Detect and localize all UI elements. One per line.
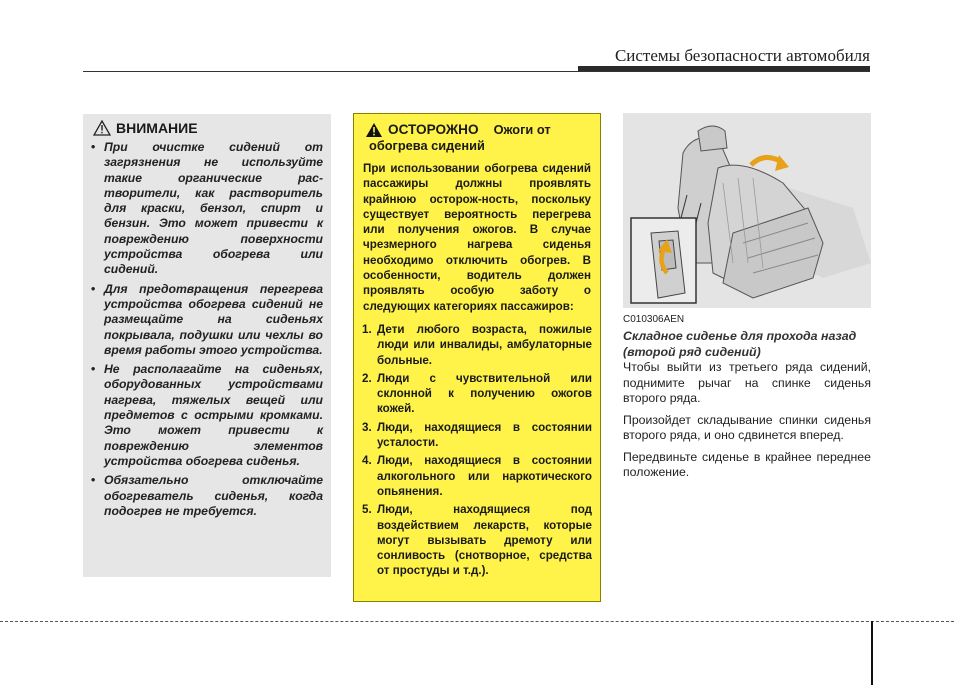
page-header-title: Системы безопасности автомобиля bbox=[614, 46, 870, 65]
warning-box bbox=[353, 113, 601, 602]
warning-item-number: 4. bbox=[362, 454, 372, 468]
warning-item-text: Люди с чувствительной или склонной к получению ожогов кожей. bbox=[377, 371, 592, 416]
warning-item bbox=[362, 322, 592, 368]
warning-title: ОСТОРОЖНО bbox=[388, 122, 479, 137]
warning-list bbox=[362, 322, 592, 579]
warning-item-text: Люди, находящиеся в состоянии алкогольного или наркотического опьянения. bbox=[377, 454, 592, 498]
caution-heading bbox=[93, 120, 323, 136]
caution-item: • Не располагайте на сиденьях, оборудованных устройствами нагрева, тяжелых вещей или предметов с острыми кромками. Это может привести к повреждению элементов устройства обогрева сиденья. bbox=[91, 362, 323, 469]
warning-item bbox=[362, 420, 592, 451]
warning-item bbox=[362, 371, 592, 417]
page-edge-marker bbox=[871, 621, 873, 685]
caution-box bbox=[83, 114, 331, 577]
warning-item-text: Люди, находящиеся под воздействием лекарств, которые могут вызывать дремоту или сонливость (снотворное, средства от простуды и т.д.). bbox=[377, 503, 592, 578]
seat-illustration bbox=[623, 113, 871, 308]
warning-item-number: 3. bbox=[362, 420, 372, 434]
warning-item-text: Дети любого возраста, пожилые люди или инвалиды, амбулаторные больные. bbox=[377, 322, 592, 367]
caution-list bbox=[91, 140, 323, 519]
warning-item-number: 2. bbox=[362, 371, 372, 385]
warning-item-number: 5. bbox=[362, 503, 372, 517]
warning-item-number: 1. bbox=[362, 322, 372, 336]
caution-item: • Для предотвращения перегрева устройства обогрева сидений не размещайте на сиденьях покрывала, подушки или чехлы во время работы этого устройства. bbox=[91, 282, 323, 358]
warning-subtitle: Ожоги от bbox=[493, 122, 551, 137]
instruction-paragraph: Передвиньте сиденье в крайнее переднее положение. bbox=[623, 449, 871, 479]
warning-heading bbox=[365, 122, 592, 138]
caution-title: ВНИМАНИЕ bbox=[116, 120, 198, 136]
caution-item: • При очистке сидений от загрязнения не используйте такие органические рас-творители, как растворитель для краски, бензол, спирт и бензин. Это может привести к повреждению поверхности устройства обогрева или сидений. bbox=[91, 140, 323, 278]
instruction-paragraph: Произойдет складывание спинки сиденья второго ряда, и оно сдвинется вперед. bbox=[623, 412, 871, 442]
figure-caption: Складное сиденье для прохода назад (второй ряд сидений) bbox=[623, 329, 857, 359]
header-divider bbox=[83, 71, 870, 72]
instruction-text bbox=[623, 360, 871, 487]
warning-intro: При использовании обогрева сидений пассажиры должны проявлять крайнюю осторож-ность, поскольку существует вероятность перегрева или получения ожогов. В случае чрезмерного нагрева сиденья необходимо отключить обогрев. В особенности, водитель должен проявлять особую заботу о следующих категориях пассажиров: bbox=[363, 162, 591, 313]
warning-subtitle-line2: обогрева сидений bbox=[369, 138, 485, 153]
page-bottom-dashed-line bbox=[0, 621, 954, 622]
instruction-paragraph: Чтобы выйти из третьего ряда сидений, поднимите рычаг на спинке сиденья второго ряда. bbox=[623, 360, 871, 405]
warning-item bbox=[362, 453, 592, 499]
warning-item bbox=[362, 502, 592, 578]
figure-code: C010306AEN bbox=[623, 314, 685, 325]
caution-item: • Обязательно отключайте обогреватель сиденья, когда подогрев не требуется. bbox=[91, 473, 323, 519]
warning-triangle-icon bbox=[365, 122, 383, 138]
header-accent-bar bbox=[578, 66, 870, 71]
folding-seat-drawing bbox=[623, 113, 871, 308]
warning-item-text: Люди, находящиеся в состоянии усталости. bbox=[377, 420, 592, 450]
warning-triangle-icon bbox=[93, 120, 111, 136]
